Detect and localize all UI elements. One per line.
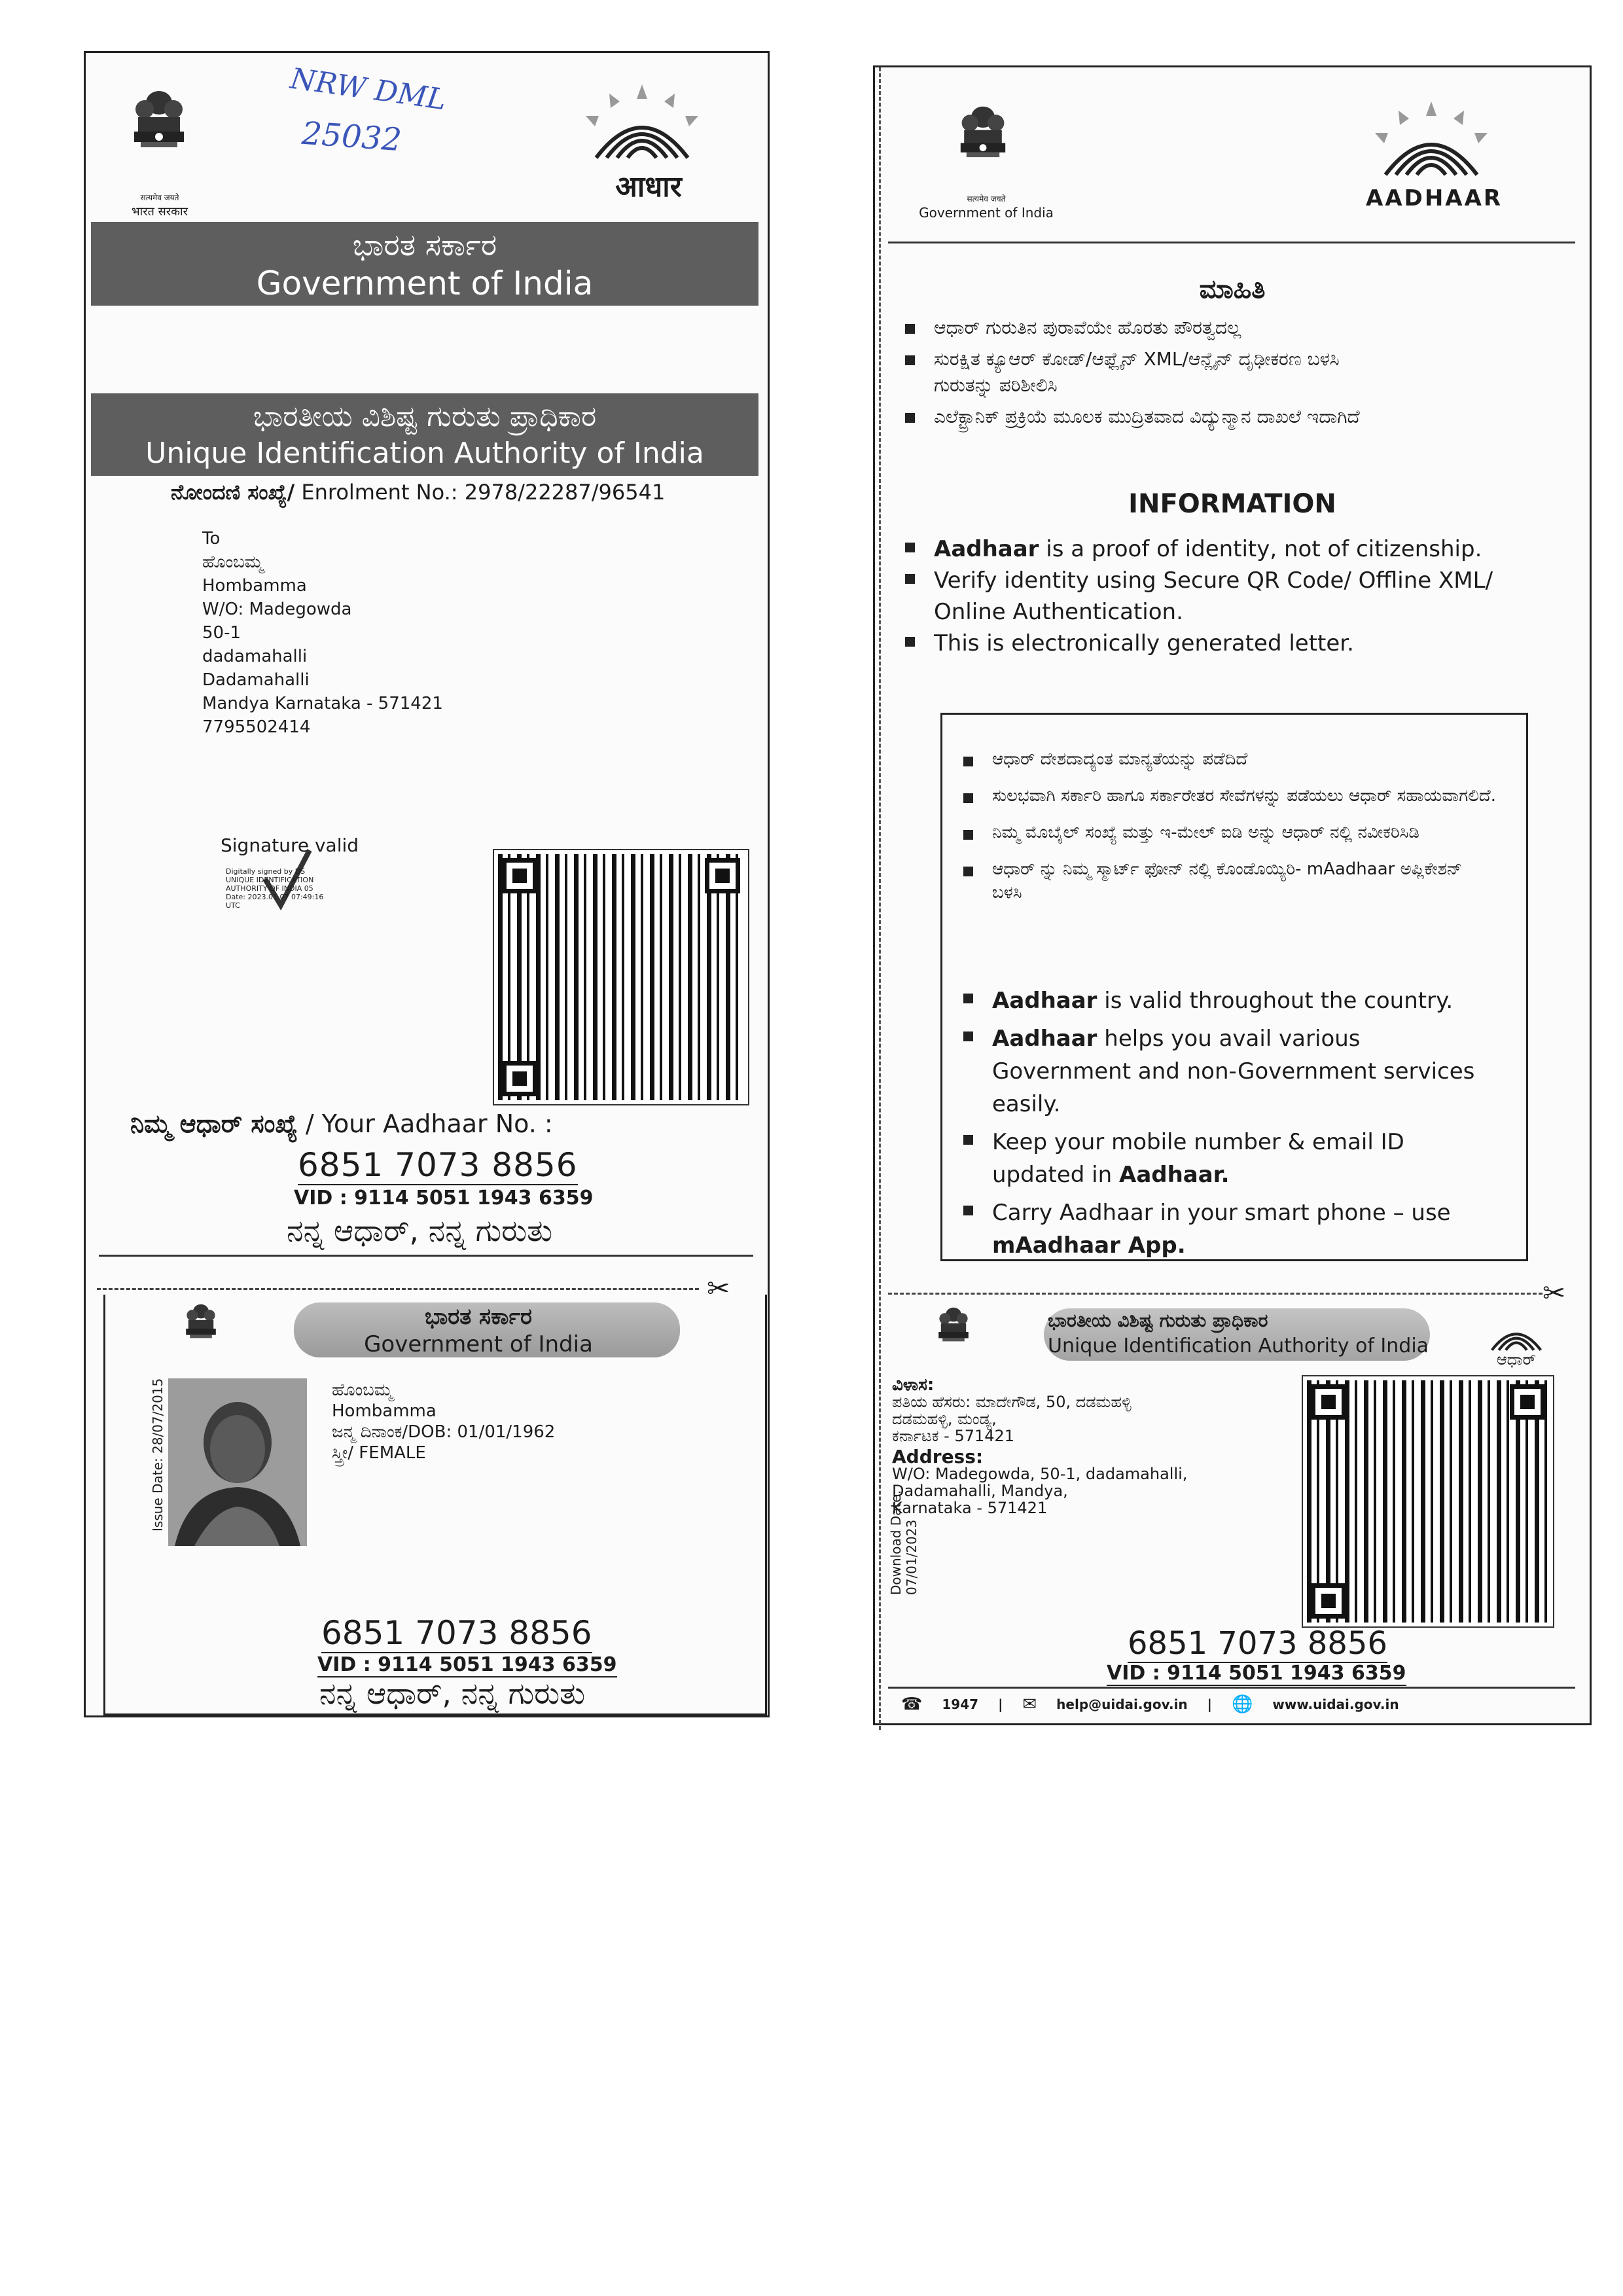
signature-detail-line: Digitally signed by DS bbox=[226, 867, 306, 876]
handwritten-note-line-2: 25032 bbox=[300, 115, 403, 159]
signature-detail-line: UTC bbox=[226, 901, 240, 910]
address-line: Mandya Karnataka - 571421 bbox=[202, 694, 443, 713]
card-footer bbox=[901, 1695, 1562, 1714]
cut-line-vertical bbox=[879, 67, 881, 1730]
info-list-english bbox=[901, 533, 1562, 659]
holder-dob: ಜನ್ಮ ದಿನಾಂಕ/DOB: 01/01/1962 bbox=[332, 1422, 556, 1442]
card-aadhaar-number: 6851 7073 8856 bbox=[321, 1614, 592, 1652]
helpline-email: help@uidai.gov.in bbox=[1056, 1696, 1188, 1712]
card-tagline-kannada: ನನ್ನ ಆಧಾರ್, ನನ್ನ ಗುರುತು bbox=[319, 1676, 586, 1711]
vid-number: VID : 9114 5051 1943 6359 bbox=[294, 1187, 594, 1210]
holder-name-kannada: ಹೊಂಬಮ್ಮ bbox=[332, 1380, 393, 1400]
aadhaar-logo-text: आधार bbox=[615, 170, 682, 204]
emblem-caption: भारत सरकार bbox=[131, 205, 188, 219]
card-logo-text: ಆಧಾರ್ bbox=[1496, 1350, 1537, 1369]
benefit-item-kannada: ನಿಮ್ಮ ಮೊಬೈಲ್ ಸಂಖ್ಯೆ ಮತ್ತು ಇ-ಮೇಲ್ ಐಡಿ ಅನ್ನು ಆಧಾರ್ ನಲ್ಲಿ ನವೀಕರಿಸಿಡಿ bbox=[959, 821, 1496, 844]
benefit-item-english: Keep your mobile number & email ID updated in Aadhaar. bbox=[959, 1126, 1496, 1191]
globe-icon: 🌐 bbox=[1231, 1695, 1253, 1714]
your-number-label-kannada: ನಿಮ್ಮ ಆಧಾರ್ ಸಂಖ್ಯೆ bbox=[130, 1109, 298, 1138]
address-line: ಹೊಂಬಮ್ಮ bbox=[202, 552, 264, 572]
benefit-item-english: Aadhaar helps you avail various Government and non-Government services easily. bbox=[959, 1022, 1496, 1121]
signature-detail-line: Date: 2023.01.07 07:49:16 bbox=[226, 893, 324, 901]
signature-detail-line: UNIQUE IDENTIFICATION bbox=[226, 876, 314, 884]
card-issue-date: Issue Date: 28/07/2015 bbox=[150, 1378, 166, 1532]
info-title-english: INFORMATION bbox=[1128, 489, 1336, 519]
info-item-english: Aadhaar is a proof of identity, not of citizenship. bbox=[901, 533, 1562, 565]
card-aadhaar-number: 6851 7073 8856 bbox=[1128, 1625, 1387, 1662]
address-line-english: W/O: Madegowda, 50-1, dadamahalli, bbox=[892, 1465, 1188, 1483]
holder-name-english: Hombamma bbox=[332, 1401, 437, 1421]
uidai-header-bar bbox=[91, 393, 758, 476]
government-title-kannada: ಭಾರತ ಸರ್ಕಾರ bbox=[352, 227, 497, 262]
your-number-label-english: / Your Aadhaar No. : bbox=[305, 1109, 553, 1138]
website-url: www.uidai.gov.in bbox=[1272, 1696, 1399, 1712]
card-gov-english: Government of India bbox=[364, 1331, 593, 1357]
info-item-kannada: ಎಲೆಕ್ಟ್ರಾನಿಕ್ ಪ್ರಕ್ರಿಯೆ ಮೂಲಕ ಮುದ್ರಿತವಾದ ವಿದ್ಯುನ್ಮಾನ ದಾಖಲೆ ಇದಾಗಿದೆ bbox=[901, 404, 1385, 430]
holder-photo bbox=[168, 1378, 307, 1546]
handwritten-note-line-1: NRW DML bbox=[288, 62, 448, 117]
benefit-item-kannada: ಆಧಾರ್ ನ್ನು ನಿಮ್ಮ ಸ್ಮಾರ್ಟ್ ಫೋನ್ ನಲ್ಲಿ ಕೊಂಡೊಯ್ಯಿರಿ- mAadhaar ಅಪ್ಲಿಕೇಶನ್ ಬಳಸಿ bbox=[959, 857, 1496, 905]
benefits-list-english bbox=[959, 984, 1496, 1262]
info-list-kannada bbox=[901, 315, 1385, 430]
aadhaar-card-front bbox=[103, 1295, 767, 1715]
national-emblem-icon bbox=[181, 1301, 221, 1360]
qr-code bbox=[494, 850, 748, 1104]
address-line-english: Dadamahalli, Mandya, bbox=[892, 1482, 1068, 1500]
holder-gender: ಸ್ತ್ರೀ/ FEMALE bbox=[332, 1443, 426, 1463]
address-label-english: Address: bbox=[892, 1446, 984, 1467]
address-line-english: Karnataka - 571421 bbox=[892, 1499, 1048, 1517]
card-vid-number: VID : 9114 5051 1943 6359 bbox=[1107, 1662, 1406, 1685]
card-vid-number: VID : 9114 5051 1943 6359 bbox=[317, 1653, 617, 1676]
phone-icon: ☎ bbox=[901, 1695, 923, 1714]
aadhaar-number: 6851 7073 8856 bbox=[298, 1146, 578, 1184]
header-divider bbox=[888, 242, 1575, 243]
card-holder-details bbox=[332, 1380, 555, 1463]
address-line: W/O: Madegowda bbox=[202, 600, 352, 619]
card-address-block bbox=[892, 1376, 1258, 1516]
emblem-motto: सत्यमेव जयते bbox=[140, 193, 179, 202]
signature-details bbox=[226, 867, 323, 910]
card-uidai-english: Unique Identification Authority of India bbox=[1048, 1335, 1429, 1357]
tagline-kannada: ನನ್ನ ಆಧಾರ್, ನನ್ನ ಗುರುತು bbox=[286, 1213, 553, 1248]
address-line: Dadamahalli bbox=[202, 670, 310, 690]
footer-separator: | bbox=[998, 1696, 1003, 1712]
mail-icon: ✉ bbox=[1022, 1695, 1037, 1714]
benefit-item-kannada: ಸುಲಭವಾಗಿ ಸರ್ಕಾರಿ ಹಾಗೂ ಸರ್ಕಾರೇತರ ಸೇವೆಗಳನ್ನು ಪಡೆಯಲು ಆಧಾರ್ ಸಹಾಯವಾಗಲಿದೆ. bbox=[959, 784, 1496, 808]
helpline-number: 1947 bbox=[942, 1696, 979, 1712]
national-emblem-icon bbox=[934, 1304, 973, 1363]
address-line-kannada: ದಡಮಹಳ್ಳಿ, ಮಂಡ್ಯ, bbox=[892, 1410, 997, 1428]
card-uidai-kannada: ಭಾರತೀಯ ವಿಶಿಷ್ಟ ಗುರುತು ಪ್ರಾಧಿಕಾರ bbox=[1048, 1310, 1268, 1331]
address-line: Hombamma bbox=[202, 576, 307, 596]
cut-line bbox=[888, 1293, 1543, 1295]
benefit-item-english: Aadhaar is valid throughout the country. bbox=[959, 984, 1496, 1017]
national-emblem-icon bbox=[126, 86, 192, 184]
scissors-icon: ✂ bbox=[1543, 1277, 1566, 1309]
address-line-kannada: ಪತಿಯ ಹೆಸರು: ಮಾದೇಗೌಡ, 50, ದಡಮಹಳ್ಳಿ bbox=[892, 1393, 1132, 1411]
aadhaar-logo-text: AADHAAR bbox=[1366, 185, 1503, 211]
aadhaar-benefits-box bbox=[940, 713, 1528, 1261]
aadhaar-letter-back-panel bbox=[873, 65, 1592, 1725]
benefit-item-english: Carry Aadhaar in your smart phone – use mAadhaar App. bbox=[959, 1196, 1496, 1262]
enrolment-number bbox=[171, 480, 665, 505]
address-line-kannada: ಕರ್ನಾಟಕ - 571421 bbox=[892, 1427, 1015, 1445]
qr-code bbox=[1303, 1376, 1553, 1626]
emblem-caption: Government of India bbox=[919, 205, 1054, 221]
cut-line bbox=[97, 1288, 699, 1290]
info-title-kannada: ಮಾಹಿತಿ bbox=[1199, 274, 1266, 304]
card-footer-divider bbox=[888, 1687, 1575, 1689]
signature-label: Signature valid bbox=[221, 834, 359, 856]
enrolment-label-kannada: ನೋಂದಣಿ ಸಂಖ್ಯೆ/ bbox=[171, 480, 295, 505]
section-divider bbox=[99, 1255, 753, 1257]
government-header-bar bbox=[91, 222, 758, 306]
uidai-title-english: Unique Identification Authority of India bbox=[145, 437, 704, 470]
government-title-english: Government of India bbox=[256, 264, 594, 302]
address-line: To bbox=[202, 529, 221, 548]
benefits-list-kannada bbox=[959, 747, 1496, 905]
scissors-icon: ✂ bbox=[707, 1272, 730, 1304]
footer-separator: | bbox=[1207, 1696, 1212, 1712]
card-download-date: Download Date: 07/01/2023 bbox=[888, 1490, 919, 1595]
address-line: 50-1 bbox=[202, 623, 241, 643]
info-item-english: Verify identity using Secure QR Code/ Offline XML/ Online Authentication. bbox=[901, 565, 1562, 628]
recipient-address bbox=[202, 527, 443, 739]
address-label-kannada: ವಿಳಾಸ: bbox=[892, 1375, 935, 1395]
info-item-kannada: ಆಧಾರ್ ಗುರುತಿನ ಪುರಾವೆಯೇ ಹೊರತು ಪೌರತ್ವದಲ್ಲ bbox=[901, 315, 1385, 341]
emblem-motto: सत्यमेव जयते bbox=[967, 194, 1006, 204]
benefit-item-kannada: ಆಧಾರ್ ದೇಶದಾದ್ಯಂತ ಮಾನ್ಯತೆಯನ್ನು ಪಡೆದಿದೆ bbox=[959, 747, 1496, 771]
enrolment-value: Enrolment No.: 2978/22287/96541 bbox=[301, 480, 666, 505]
address-line: dadamahalli bbox=[202, 647, 308, 666]
info-item-kannada: ಸುರಕ್ಷಿತ ಕ್ಯೂಆರ್ ಕೋಡ್/ಆಫ್ಲೈನ್ XML/ಆನ್ಲೈನ್ ದೃಢೀಕರಣ ಬಳಸಿ ಗುರುತನ್ನು ಪರಿಶೀಲಿಸಿ bbox=[901, 346, 1385, 399]
uidai-title-kannada: ಭಾರತೀಯ ವಿಶಿಷ್ಟ ಗುರುತು ಪ್ರಾಧಿಕಾರ bbox=[253, 400, 597, 433]
your-aadhaar-number-label bbox=[130, 1109, 553, 1139]
national-emblem-icon bbox=[954, 100, 1012, 192]
card-gov-kannada: ಭಾರತ ಸರ್ಕಾರ bbox=[424, 1304, 533, 1330]
info-item-english: This is electronically generated letter. bbox=[901, 628, 1562, 659]
signature-detail-line: AUTHORITY OF INDIA 05 bbox=[226, 884, 313, 893]
address-line: 7795502414 bbox=[202, 717, 311, 737]
